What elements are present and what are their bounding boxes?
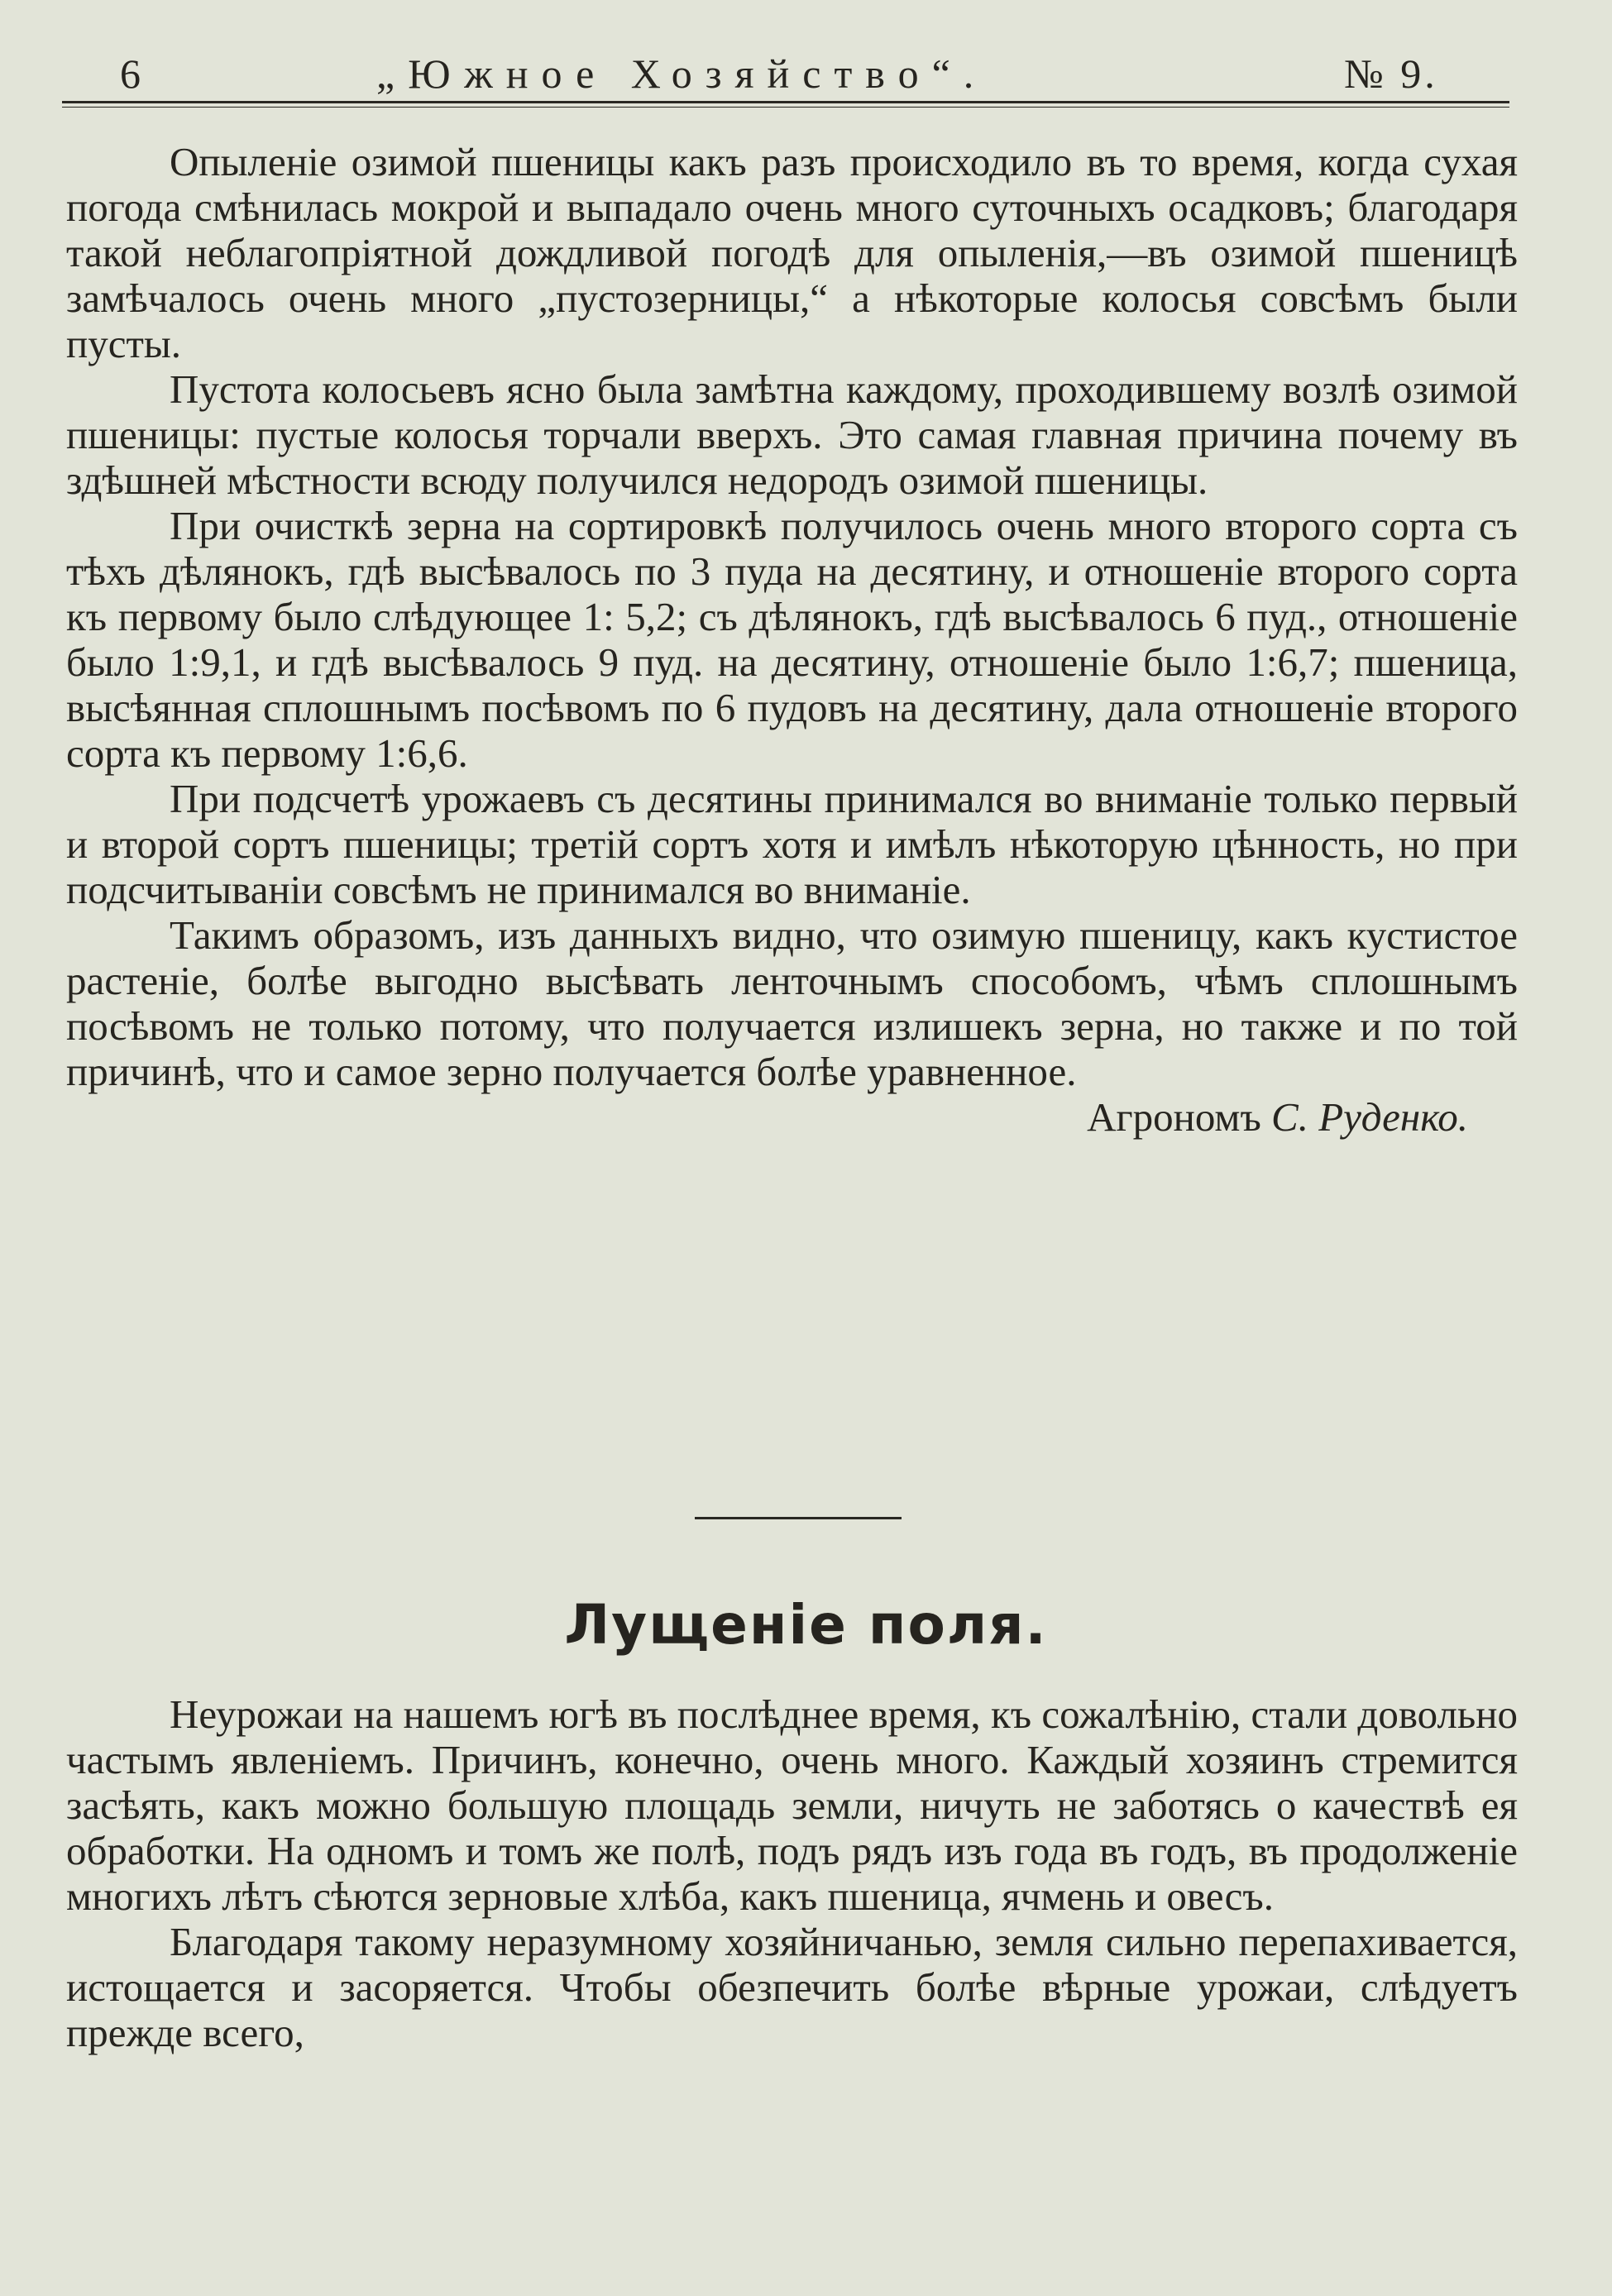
- paragraph: Благодаря такому неразумному хозяйничанью, земля сильно перепахивается, истощается и засоряется. Чтобы обезпечить болѣе вѣрные урожаи, слѣдуетъ прежде всего,: [66, 1919, 1518, 2055]
- page-header: [62, 45, 1509, 103]
- article-title: Лущеніе поля.: [564, 1593, 1048, 1657]
- paragraph: При подсчетѣ урожаевъ съ десятины принимался во вниманіе только первый и второй сортъ пшеницы; третій сортъ хотя и имѣлъ нѣкоторую цѣнность, но при подсчитываніи совсѣмъ не принимался во вниманіе.: [66, 776, 1518, 912]
- paragraph: Неурожаи на нашемъ югѣ въ послѣднее время, къ сожалѣнію, стали довольно частымъ явленіемъ. Причинъ, конечно, очень много. Каждый хозяинъ стремится засѣять, какъ можно большую площадь земли, ничуть не заботясь о качествѣ ея обработки. На одномъ и томъ же полѣ, подъ рядъ изъ года въ годъ, въ продолженіе многихъ лѣтъ сѣются зерновые хлѣба, какъ пшеница, ячмень и овесъ.: [66, 1691, 1518, 1919]
- paragraph: Опыленіе озимой пшеницы какъ разъ происходило въ то время, когда сухая погода смѣнилась мокрой и выпадало очень много суточныхъ осадковъ; благодаря такой неблагопріятной дождливой погодѣ для опыленія,—въ озимой пшеницѣ замѣчалось очень много „пустозерницы,“ а нѣкоторые колосья совсѣмъ были пусты.: [66, 139, 1518, 366]
- header-rule: [62, 101, 1509, 103]
- paragraph: Такимъ образомъ, изъ данныхъ видно, что озимую пшеницу, какъ кустистое растеніе, болѣе выгодно высѣвать ленточнымъ способомъ, чѣмъ сплошнымъ посѣвомъ не только потому, что получается излишекъ зерна, но также и по той причинѣ, что и самое зерно получается болѣе уравненное.: [66, 912, 1518, 1094]
- author-signature: [66, 1094, 1518, 1140]
- running-title: „Южное Хозяйство“.: [376, 50, 988, 97]
- header-rule-thin: [62, 107, 1509, 108]
- article-body-1: [66, 139, 1518, 1140]
- signature-name: С. Руденко.: [1271, 1094, 1468, 1140]
- signature-prefix: Агрономъ: [1087, 1094, 1261, 1140]
- article-body-2: [66, 1691, 1518, 2055]
- issue-number: № 9.: [1344, 50, 1438, 97]
- paragraph: Пустота колосьевъ ясно была замѣтна каждому, проходившему возлѣ озимой пшеницы: пустые колосья торчали вверхъ. Это самая главная причина почему въ здѣшней мѣстности всюду получился недородъ озимой пшеницы.: [66, 366, 1518, 503]
- page-number: 6: [120, 50, 141, 97]
- section-separator: [695, 1517, 902, 1519]
- paragraph: При очисткѣ зерна на сортировкѣ получилось очень много второго сорта съ тѣхъ дѣлянокъ, гдѣ высѣвалось по 3 пуда на десятину, и отношеніе второго сорта къ первому было слѣдующее 1: 5,2; съ дѣлянокъ, гдѣ высѣвалось 6 пуд., отношеніе было 1:9,1, и гдѣ высѣвалось 9 пуд. на десятину, отношеніе было 1:6,7; пшеница, высѣянная сплошнымъ посѣвомъ по 6 пудовъ на десятину, дала отношеніе второго сорта къ первому 1:6,6.: [66, 503, 1518, 776]
